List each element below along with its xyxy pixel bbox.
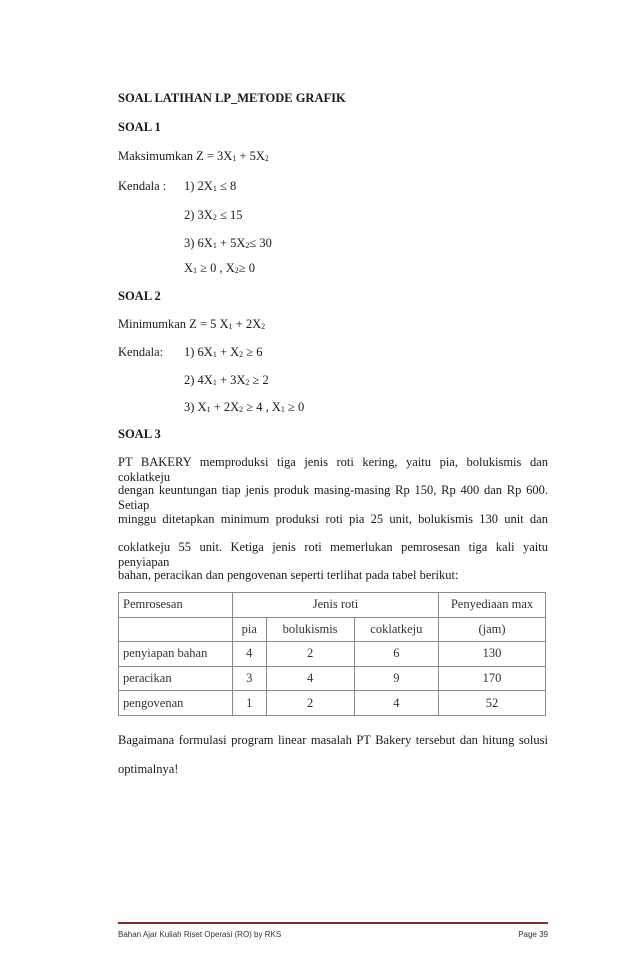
table-header-empty xyxy=(119,617,233,642)
soal2-objective: Minimumkan Z = 5 X1 + 2X2 xyxy=(118,317,266,331)
soal3-paragraph-line: PT BAKERY memproduksi tiga jenis roti kering, yaitu pia, bolukismis dan coklatkeju xyxy=(118,455,548,484)
soal3-paragraph-line: dengan keuntungan tiap jenis produk masing-masing Rp 150, Rp 400 dan Rp 600. Setiap xyxy=(118,483,548,512)
table-header-unit: (jam) xyxy=(439,617,546,642)
table-header-process: Pemrosesan xyxy=(119,593,233,618)
table-header-coklatkeju: coklatkeju xyxy=(354,617,438,642)
table-header-bolukismis: bolukismis xyxy=(266,617,354,642)
soal3-paragraph-line: coklatkeju 55 unit. Ketiga jenis roti memerlukan pemrosesan tiga kali yaitu penyiapan xyxy=(118,540,548,569)
soal2-constraint-1: Kendala: 1) 6X1 + X2 ≥ 6 xyxy=(118,345,263,359)
soal1-constraint-label: Kendala : xyxy=(118,179,167,193)
soal3-paragraph-line: bahan, peracikan dan pengovenan seperti terlihat pada tabel berikut: xyxy=(118,568,459,582)
table-row: pengovenan 1 2 4 52 xyxy=(119,691,546,716)
table-header-pia: pia xyxy=(233,617,267,642)
soal1-heading: SOAL 1 xyxy=(118,120,161,134)
soal2-constraint-label: Kendala: xyxy=(118,345,164,359)
table-row: penyiapan bahan 4 2 6 130 xyxy=(119,642,546,667)
footer-divider xyxy=(118,922,548,924)
table-row: peracikan 3 4 9 170 xyxy=(119,666,546,691)
footer-left: Bahan Ajar Kuliah Riset Operasi (RO) by RKS xyxy=(118,930,282,939)
production-table xyxy=(118,592,546,716)
soal3-paragraph-line: minggu ditetapkan minimum produksi roti pia 25 unit, bolukismis 130 unit dan xyxy=(118,512,548,526)
question-line: Bagaimana formulasi program linear masalah PT Bakery tersebut dan hitung solusi xyxy=(118,733,548,747)
document-title: SOAL LATIHAN LP_METODE GRAFIK xyxy=(118,91,346,105)
question-line: optimalnya! xyxy=(118,762,179,776)
footer-page-number: Page 39 xyxy=(518,930,548,939)
soal1-objective: Maksimumkan Z = 3X1 + 5X2 xyxy=(118,149,269,163)
soal3-heading: SOAL 3 xyxy=(118,427,161,441)
soal1-constraint-1: Kendala : 1) 2X1 ≤ 8 xyxy=(118,179,237,193)
table-header-jenis-roti: Jenis roti xyxy=(233,593,439,618)
table-header-supply: Penyediaan max xyxy=(439,593,546,618)
soal2-heading: SOAL 2 xyxy=(118,289,161,303)
